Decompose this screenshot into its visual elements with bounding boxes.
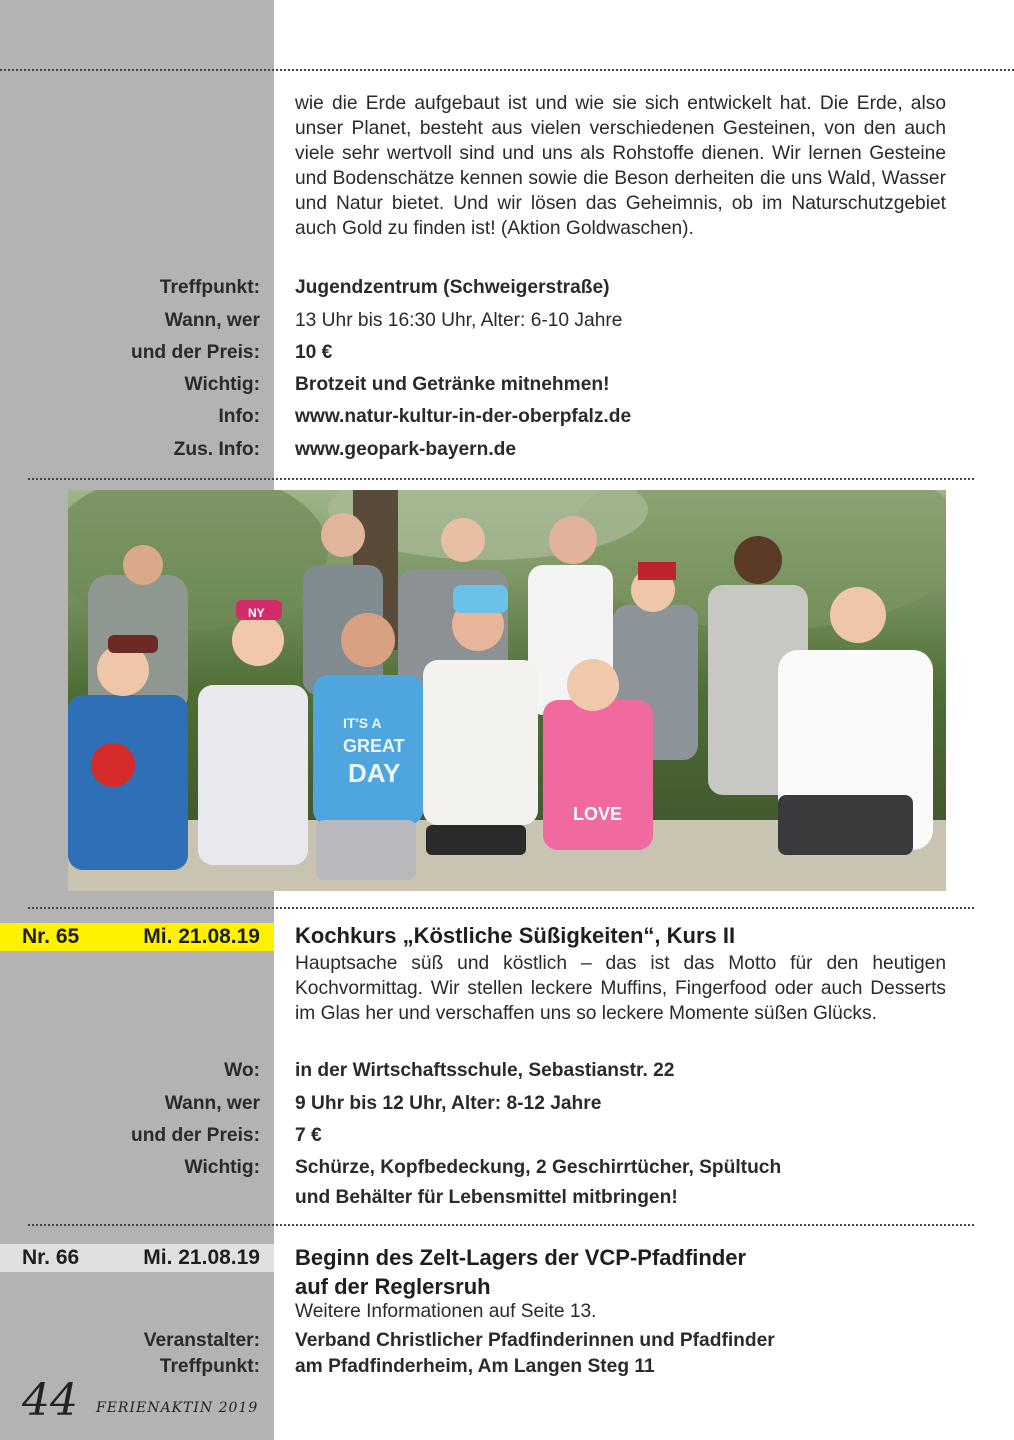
event-description: Hauptsache süß und köstlich – das ist das Motto für den heutigen Kochvormittag. Wir stellen leckere Muffins, Fingerfood oder auch Desserts im Glas her und verschaffen uns so leckere Momente süßen Glücks. (295, 953, 946, 1024)
shirt-text-4: LOVE (573, 804, 623, 824)
value-wichtig-2: und Behälter für Lebensmittel mitbringen! (295, 1187, 678, 1208)
event-title-line-1: Beginn des Zelt-Lagers der VCP-Pfadfinder (295, 1245, 747, 1270)
separator-photo-top (28, 478, 974, 480)
event-title-line-2: auf der Reglersruh (295, 1274, 491, 1299)
value-veranstalter: Verband Christlicher Pfadfinderinnen und Pfadfinder (295, 1330, 775, 1351)
separator-top (0, 69, 1014, 71)
value-wichtig: Brotzeit und Getränke mitnehmen! (295, 374, 610, 395)
event-description: wie die Erde aufgebaut ist und wie sie sich entwickelt hat. Die Erde, also unser Planet, besteht aus vielen verschiedenen Gesteinen, von den auch viele sehr wertvoll sind und uns als Rohstoffe dienen. Wir lernen Gesteine und Bodenschätze kennen sowie die Beson derheiten die uns Wald, Wasser und Natur bietet. Und wir lösen das Geheimnis, ob im Naturschutzgebiet auch Gold zu finden ist! (Aktion Goldwaschen). (295, 93, 946, 239)
label-wann-wer: Wann, wer (164, 1093, 260, 1114)
page-number: 44 (22, 1375, 78, 1426)
label-zus-info: Zus. Info: (173, 439, 260, 460)
group-photo-illustration (68, 490, 946, 891)
label-wo: Wo: (224, 1060, 260, 1081)
event-66-header-bar (0, 1244, 274, 1272)
event-date: Mi. 21.08.19 (143, 925, 260, 948)
event-65-header-bar (0, 923, 274, 951)
separator-event-65 (28, 907, 974, 909)
label-info: Info: (218, 406, 260, 427)
label-wann-wer: Wann, wer (164, 310, 260, 331)
zus-info-link[interactable]: www.geopark-bayern.de (295, 439, 517, 460)
value-wichtig-1: Schürze, Kopfbedeckung, 2 Geschirrtücher, Spültuch (295, 1157, 782, 1178)
event-title: Kochkurs „Köstliche Süßigkeiten“, Kurs II (295, 923, 736, 948)
event-number: Nr. 66 (22, 1246, 80, 1269)
label-wichtig: Wichtig: (184, 1157, 260, 1178)
group-photo (68, 490, 946, 891)
shirt-text-3: DAY (348, 758, 401, 788)
value-treffpunkt: am Pfadfinderheim, Am Langen Steg 11 (295, 1356, 655, 1377)
label-preis: und der Preis: (130, 342, 260, 363)
label-wichtig: Wichtig: (184, 374, 260, 395)
event-number: Nr. 65 (22, 925, 80, 948)
separator-event-66 (28, 1224, 974, 1226)
label-veranstalter: Veranstalter: (143, 1330, 260, 1351)
shirt-text-1: IT'S A (343, 715, 382, 731)
value-preis: 7 € (295, 1125, 322, 1146)
value-preis: 10 € (295, 342, 333, 363)
label-preis: und der Preis: (130, 1125, 260, 1146)
value-wann-wer: 9 Uhr bis 12 Uhr, Alter: 8-12 Jahre (295, 1093, 602, 1114)
cap-text: NY (248, 606, 265, 620)
label-treffpunkt: Treffpunkt: (159, 277, 260, 298)
label-treffpunkt: Treffpunkt: (159, 1356, 260, 1377)
event-description: Weitere Informationen auf Seite 13. (295, 1301, 597, 1322)
shirt-text-2: GREAT (343, 736, 405, 756)
value-treffpunkt: Jugendzentrum (Schweigerstraße) (295, 277, 610, 298)
value-wann-wer: 13 Uhr bis 16:30 Uhr, Alter: 6-10 Jahre (295, 310, 623, 331)
value-wo: in der Wirtschaftsschule, Sebastianstr. 22 (295, 1060, 675, 1081)
info-link[interactable]: www.natur-kultur-in-der-oberpfalz.de (295, 406, 632, 427)
publication-title: FERIENAKTIN 2019 (96, 1400, 259, 1416)
event-date: Mi. 21.08.19 (143, 1246, 260, 1269)
